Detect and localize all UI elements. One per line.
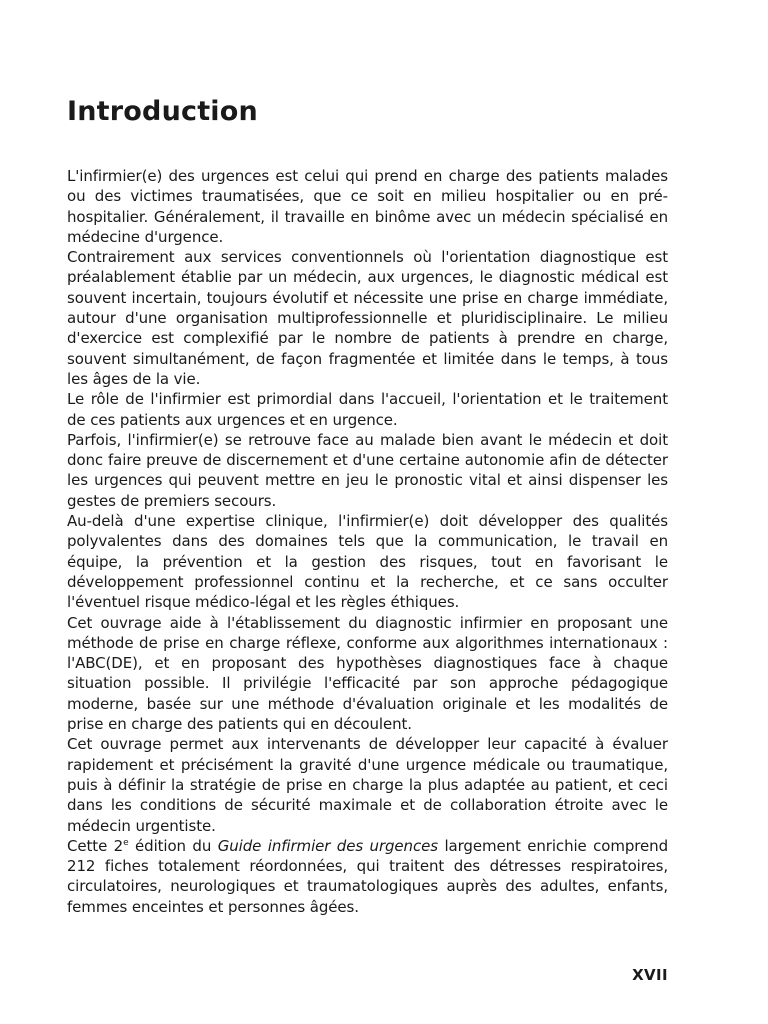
page-number: XVII: [632, 966, 668, 984]
paragraph-capacity: Cet ouvrage permet aux intervenants de développer leur capacité à évaluer rapidement et précisément la gravité d'une urgence médicale ou traumatique, puis à définir la stratégie de prise en charge la plus adaptée au patient, et ceci dans les conditions de sécurité maximale et de collaboration étroite avec le médecin urgentiste.: [67, 735, 668, 835]
paragraph-role: Le rôle de l'infirmier est primordial dans l'accueil, l'orientation et le traitement de ces patients aux urgences et en urgence.: [67, 390, 668, 429]
introduction-body: [67, 166, 668, 917]
edition-lead: Cette 2: [67, 836, 124, 855]
paragraph-skills: Au-delà d'une expertise clinique, l'infirmier(e) doit développer des qualités polyvalentes dans des domaines tels que la communication, le travail en équipe, la prévention et la gestion des risques, tout en favorisant le développement professionnel continu et la recherche, et ce sans occulter l'éventuel risque médico-légal et les règles éthiques.: [67, 512, 668, 612]
paragraph-method: Cet ouvrage aide à l'établissement du diagnostic infirmier en proposant une méthode de prise en charge réflexe, conforme aux algorithmes internationaux : l'ABC(DE), et en proposant des hypothèses diagnostiques face à chaque situation possible. Il privilégie l'efficacité par son approche pédagogique moderne, basée sur une méthode d'évaluation originale et les modalités de prise en charge des patients qui en découlent.: [67, 613, 668, 734]
edition-before-title: édition du: [128, 836, 218, 855]
book-title: Guide infirmier des urgences: [217, 836, 438, 855]
paragraph-context: Contrairement aux services conventionnels où l'orientation diagnostique est préalablement établie par un médecin, aux urgences, le diagnostic médical est souvent incertain, toujours évolutif et nécessite une prise en charge immédiate, autour d'une organisation multiprofessionnelle et pluridisciplinaire. Le milieu d'exercice est complexifié par le nombre de patients à prendre en charge, souvent simultanément, de façon fragmentée et limitée dans le temps, à tous les âges de la vie.: [67, 248, 668, 388]
page-title: Introduction: [67, 96, 258, 127]
paragraph-edition: [67, 836, 668, 917]
paragraph-intro: L'infirmier(e) des urgences est celui qui prend en charge des patients malades ou des victimes traumatisées, que ce soit en milieu hospitalier ou en pré-hospitalier. Généralement, il travaille en binôme avec un médecin spécialisé en médecine d'urgence.: [67, 167, 668, 246]
edition-rest: largement enrichie comprend 212 fiches totalement réordonnées, qui traitent des détresses respiratoires, circulatoires, neurologiques et traumatologiques auprès des adultes, enfants, femmes enceintes et personnes âgées.: [67, 836, 668, 916]
paragraph-autonomy: Parfois, l'infirmier(e) se retrouve face au malade bien avant le médecin et doit donc faire preuve de discernement et d'une certaine autonomie afin de détecter les urgences qui peuvent mettre en jeu le pronostic vital et ainsi dispenser les gestes de premiers secours.: [67, 430, 668, 510]
edition-superscript: e: [123, 837, 129, 848]
